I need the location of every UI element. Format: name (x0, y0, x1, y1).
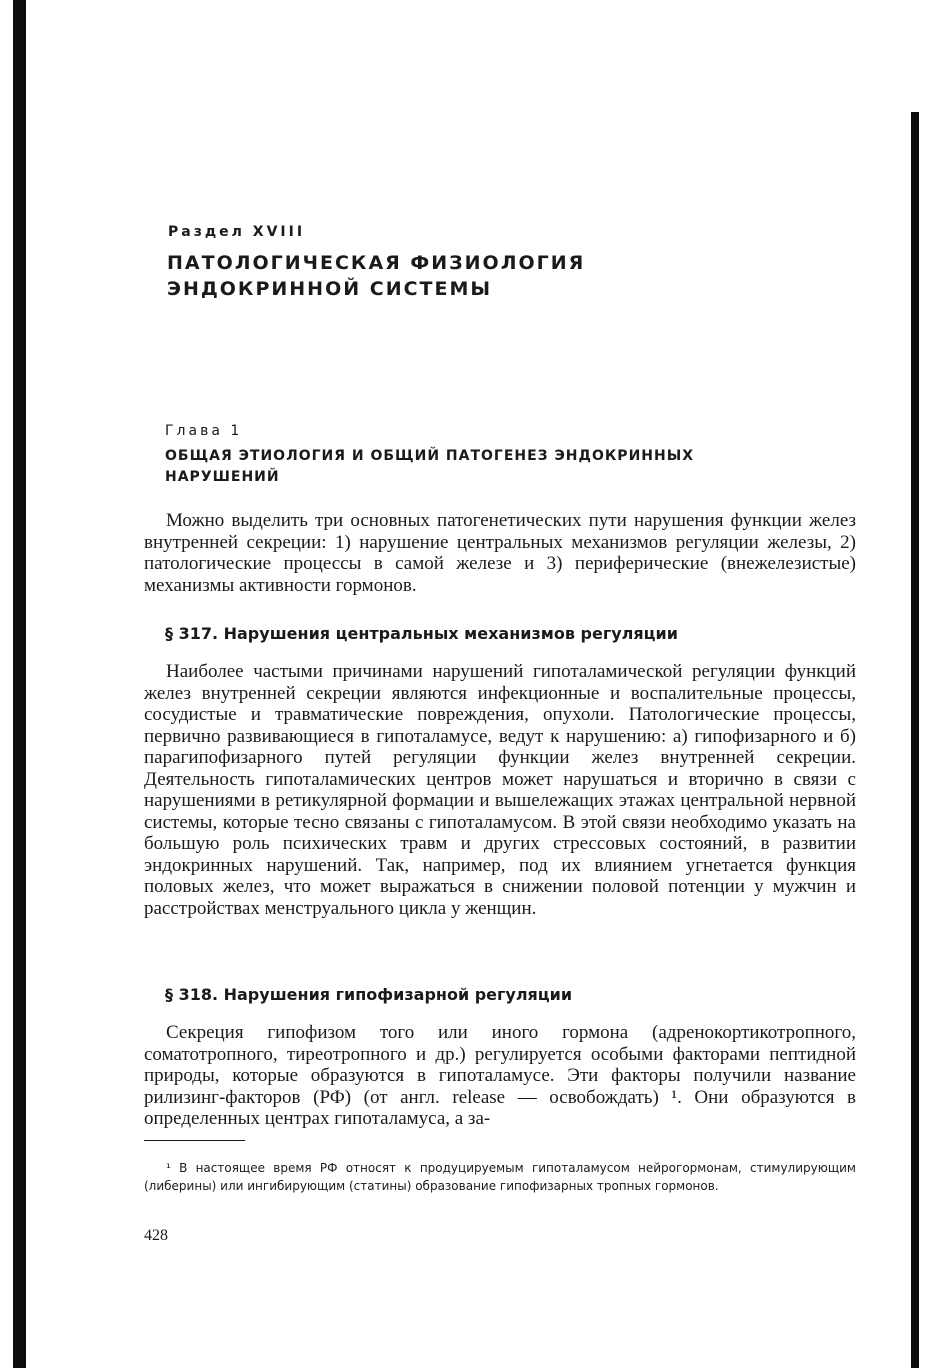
section-text-317: Наиболее частыми причинами нарушений гипоталамической регуляции функций желез внутренней секреции являются инфекционные и воспалительные процессы, сосудистые и травматические повреждения, опухоли. Патологические процессы, первично развивающиеся в гипоталамусе, ведут к нарушению: а) гипофизарного и б) парагипофизарного путей регуляции функции желез внутренней секреции. Деятельность гипоталамических центров может нарушаться и вторично в связи с нарушениями в ретикулярной формации и вышележащих этажах центральной нервной системы, которые тесно связаны с гипоталамусом. В этой связи необходимо указать на большую роль психических травм и других стрессовых состояний, в развитии эндокринных нарушений. Так, например, под их влиянием угнетается функция половых желез, что может выражаться в снижении половой потенции у мужчин и расстройствах менструального цикла у женщин. (144, 661, 856, 919)
section-title (167, 250, 585, 302)
section-text-318: Секреция гипофизом того или иного гормона (адренокортикотропного, соматотропного, тиреотропного и др.) регулируется особыми факторами пептидной природы, которые образуются в гипоталамусе. Эти факторы получили название рилизинг-факторов (РФ) (от англ. release — освобождать) ¹. Они образуются в определенных центрах гипоталамуса, а за- (144, 1022, 856, 1129)
page-number: 428 (144, 1227, 168, 1244)
chapter-title-line: ОБЩАЯ ЭТИОЛОГИЯ И ОБЩИЙ ПАТОГЕНЕЗ ЭНДОКРИННЫХ (165, 448, 695, 464)
section-kicker: Раздел XVIII (168, 224, 306, 240)
chapter-kicker: Глава 1 (165, 423, 243, 439)
scan-edge-right (911, 112, 919, 1368)
section-title-line: ЭНДОКРИННОЙ СИСТЕМЫ (167, 278, 493, 300)
intro-paragraph: Можно выделить три основных патогенетических пути нарушения функции желез внутренней секреции: 1) нарушение центральных механизмов регуляции железы, 2) патологические процессы в самой железе и 3) периферические (внежелезистые) механизмы активности гормонов. (144, 510, 856, 596)
section-heading-318: § 318. Нарушения гипофизарной регуляции (165, 985, 573, 1004)
footnote-divider (144, 1140, 245, 1141)
section-title-line: ПАТОЛОГИЧЕСКАЯ ФИЗИОЛОГИЯ (167, 252, 586, 274)
scan-edge-left (13, 0, 26, 1368)
chapter-title (165, 446, 694, 488)
section-heading-317: § 317. Нарушения центральных механизмов регуляции (165, 624, 678, 643)
footnote: ¹ В настоящее время РФ относят к продуцируемым гипоталамусом нейрогормонам, стимулирующим (либерины) или ингибирующим (статины) образование гипофизарных тропных гормонов. (144, 1161, 856, 1193)
chapter-title-line: НАРУШЕНИЙ (165, 469, 280, 485)
